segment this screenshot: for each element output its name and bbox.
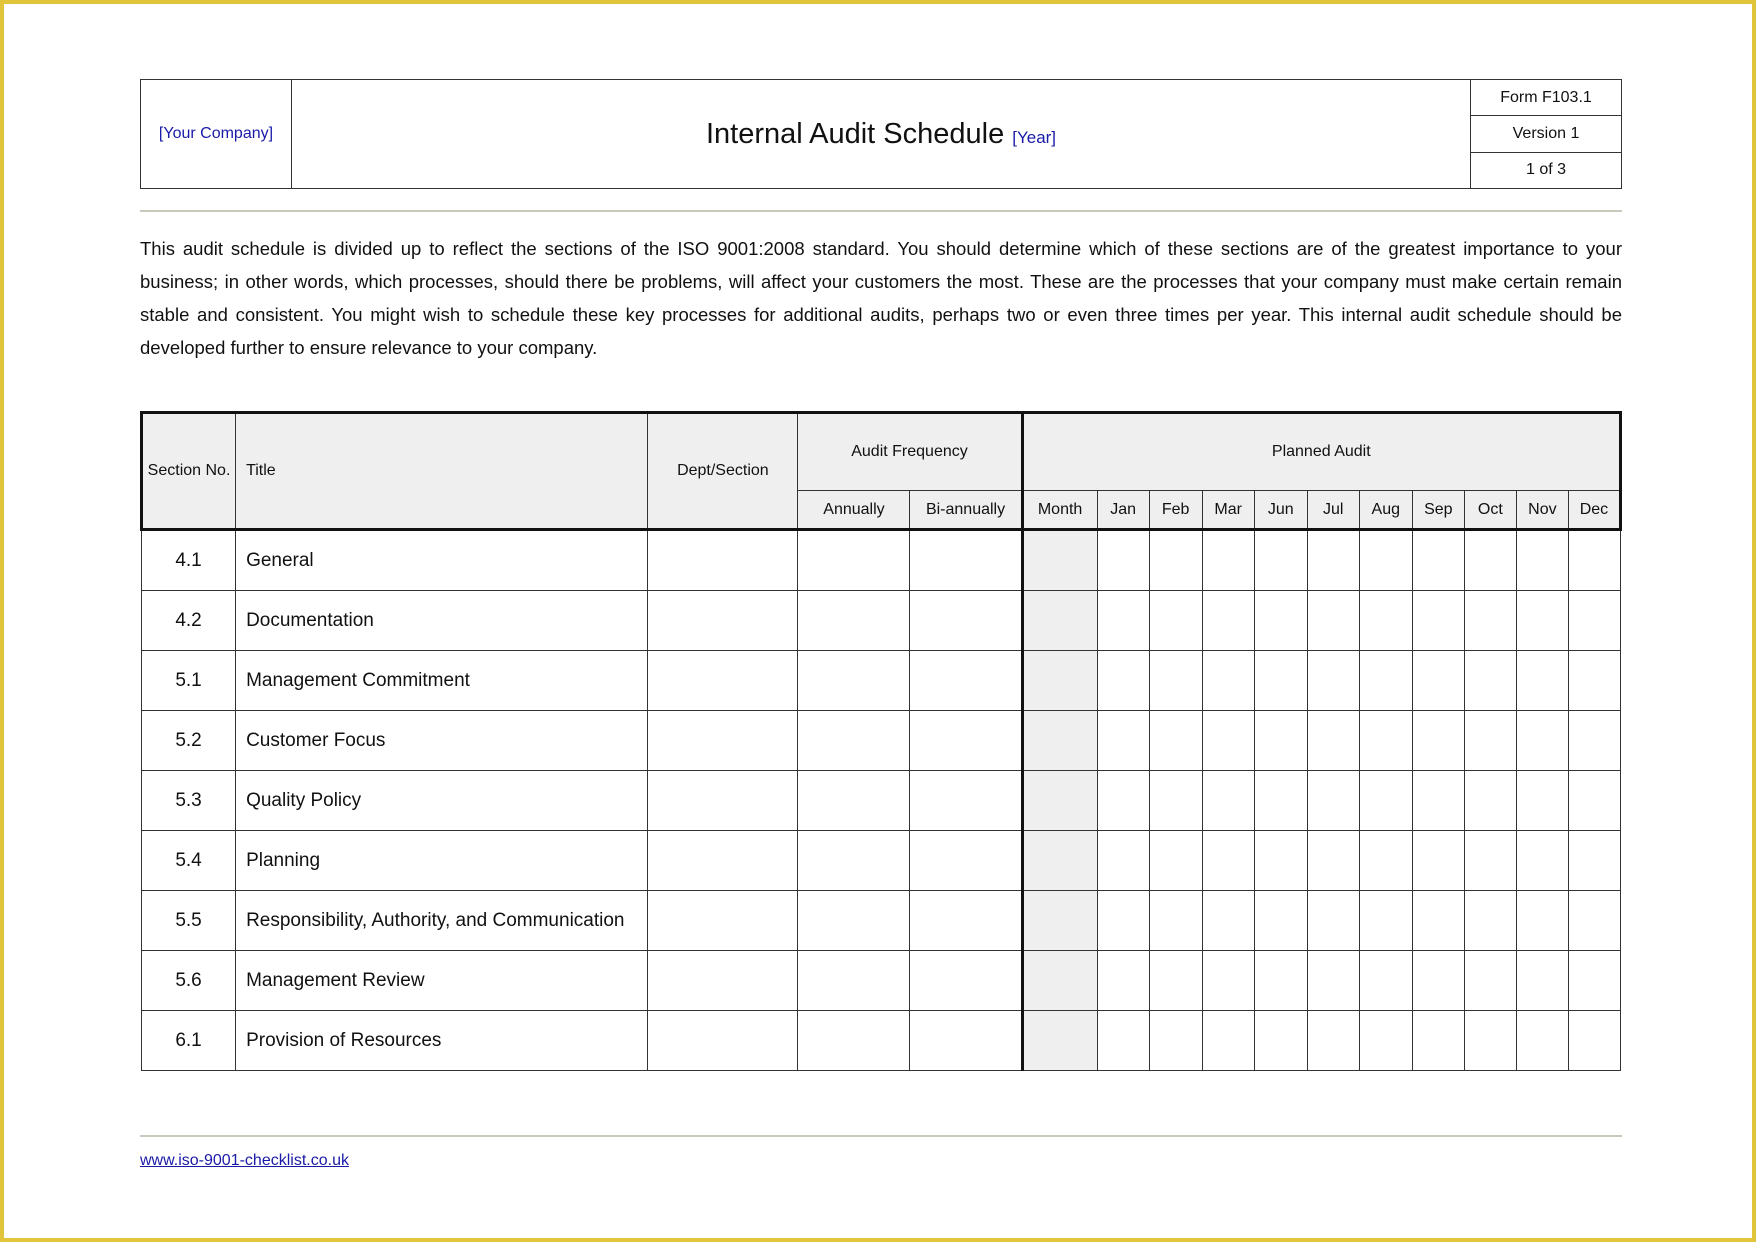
planned-oct-cell[interactable] — [1464, 771, 1516, 831]
header-planned-audit: Planned Audit — [1022, 413, 1620, 491]
month-cell[interactable] — [1022, 1011, 1097, 1071]
annually-cell[interactable] — [798, 951, 910, 1011]
header-month-oct: Oct — [1464, 491, 1516, 530]
planned-mar-cell[interactable] — [1202, 771, 1254, 831]
dept-cell[interactable] — [648, 651, 798, 711]
biannually-cell[interactable] — [910, 831, 1022, 891]
biannually-cell[interactable] — [910, 651, 1022, 711]
header-month-jun: Jun — [1254, 491, 1307, 530]
planned-oct-cell[interactable] — [1464, 591, 1516, 651]
annually-cell[interactable] — [798, 1011, 910, 1071]
planned-sep-cell[interactable] — [1412, 891, 1464, 951]
company-placeholder: [Your Company] — [141, 80, 292, 188]
section-title: Documentation — [236, 591, 648, 651]
biannually-cell[interactable] — [910, 591, 1022, 651]
planned-jan-cell[interactable] — [1097, 831, 1149, 891]
planned-oct-cell[interactable] — [1464, 1011, 1516, 1071]
planned-nov-cell[interactable] — [1516, 530, 1568, 591]
section-title: Management Commitment — [236, 651, 648, 711]
planned-jul-cell[interactable] — [1307, 771, 1359, 831]
section-number: 6.1 — [142, 1011, 236, 1071]
table-row — [142, 891, 1621, 951]
intro-paragraph: This audit schedule is divided up to reflect the sections of the ISO 9001:2008 standard. You should determine which of these sections are of the greatest importance to your business; in other words, which processes, should there be problems, will affect your customers the most. These are the processes that your company must make certain remain stable and consistent. You might wish to schedule these key processes for additional audits, perhaps two or even three times per year. This internal audit schedule should be developed further to ensure relevance to your company. — [140, 238, 1622, 358]
dept-cell[interactable] — [648, 891, 798, 951]
annually-cell[interactable] — [798, 891, 910, 951]
planned-sep-cell[interactable] — [1412, 530, 1464, 591]
month-cell[interactable] — [1022, 771, 1097, 831]
planned-feb-cell[interactable] — [1149, 530, 1202, 591]
header-month-aug: Aug — [1359, 491, 1412, 530]
planned-sep-cell[interactable] — [1412, 651, 1464, 711]
section-number: 5.6 — [142, 951, 236, 1011]
document-title — [292, 80, 1470, 188]
title-text: Internal Audit Schedule — [705, 117, 1005, 150]
planned-feb-cell[interactable] — [1149, 651, 1202, 711]
section-title: Quality Policy — [236, 771, 648, 831]
header-month: Month — [1022, 491, 1097, 530]
section-number: 4.2 — [142, 591, 236, 651]
planned-nov-cell[interactable] — [1516, 831, 1568, 891]
form-meta — [1470, 80, 1621, 188]
section-title: Provision of Resources — [236, 1011, 648, 1071]
planned-dec-cell[interactable] — [1568, 651, 1620, 711]
biannually-cell[interactable] — [910, 530, 1022, 591]
footer-divider — [140, 1135, 1622, 1137]
month-cell[interactable] — [1022, 651, 1097, 711]
biannually-cell[interactable] — [910, 771, 1022, 831]
planned-mar-cell[interactable] — [1202, 530, 1254, 591]
planned-jun-cell[interactable] — [1254, 1011, 1307, 1071]
planned-aug-cell[interactable] — [1359, 951, 1412, 1011]
dept-cell[interactable] — [648, 951, 798, 1011]
planned-jan-cell[interactable] — [1097, 530, 1149, 591]
annually-cell[interactable] — [798, 591, 910, 651]
header-biannually: Bi-annually — [910, 491, 1022, 530]
planned-jan-cell[interactable] — [1097, 771, 1149, 831]
website-link[interactable]: www.iso-9001-checklist.co.uk — [140, 1152, 349, 1169]
dept-cell[interactable] — [648, 530, 798, 591]
annually-cell[interactable] — [798, 530, 910, 591]
planned-jun-cell[interactable] — [1254, 951, 1307, 1011]
annually-cell[interactable] — [798, 711, 910, 771]
planned-jan-cell[interactable] — [1097, 891, 1149, 951]
planned-mar-cell[interactable] — [1202, 651, 1254, 711]
form-header — [140, 79, 1622, 189]
schedule-body — [142, 530, 1621, 1071]
planned-mar-cell[interactable] — [1202, 1011, 1254, 1071]
planned-jul-cell[interactable] — [1307, 831, 1359, 891]
section-number: 5.1 — [142, 651, 236, 711]
header-annually: Annually — [798, 491, 910, 530]
planned-nov-cell[interactable] — [1516, 651, 1568, 711]
table-row — [142, 530, 1621, 591]
planned-oct-cell[interactable] — [1464, 951, 1516, 1011]
planned-nov-cell[interactable] — [1516, 951, 1568, 1011]
section-number: 5.4 — [142, 831, 236, 891]
planned-dec-cell[interactable] — [1568, 1011, 1620, 1071]
year-placeholder: [Year] — [1012, 128, 1057, 147]
section-title: Planning — [236, 831, 648, 891]
header-month-nov: Nov — [1516, 491, 1568, 530]
biannually-cell[interactable] — [910, 951, 1022, 1011]
planned-jun-cell[interactable] — [1254, 651, 1307, 711]
planned-sep-cell[interactable] — [1412, 711, 1464, 771]
planned-jul-cell[interactable] — [1307, 891, 1359, 951]
section-title: Responsibility, Authority, and Communication — [236, 891, 648, 951]
header-audit-frequency: Audit Frequency — [798, 413, 1022, 491]
table-row — [142, 951, 1621, 1011]
table-row — [142, 651, 1621, 711]
planned-nov-cell[interactable] — [1516, 711, 1568, 771]
planned-dec-cell[interactable] — [1568, 530, 1620, 591]
biannually-cell[interactable] — [910, 891, 1022, 951]
dept-cell[interactable] — [648, 711, 798, 771]
planned-feb-cell[interactable] — [1149, 711, 1202, 771]
biannually-cell[interactable] — [910, 711, 1022, 771]
audit-schedule-table — [140, 411, 1622, 1071]
planned-aug-cell[interactable] — [1359, 1011, 1412, 1071]
section-number: 5.2 — [142, 711, 236, 771]
table-row — [142, 1011, 1621, 1071]
planned-sep-cell[interactable] — [1412, 591, 1464, 651]
form-version: Version 1 — [1471, 116, 1621, 152]
planned-jul-cell[interactable] — [1307, 530, 1359, 591]
planned-jul-cell[interactable] — [1307, 711, 1359, 771]
planned-feb-cell[interactable] — [1149, 591, 1202, 651]
planned-jul-cell[interactable] — [1307, 651, 1359, 711]
page-number: 1 of 3 — [1525, 161, 1567, 179]
planned-aug-cell[interactable] — [1359, 651, 1412, 711]
planned-sep-cell[interactable] — [1412, 951, 1464, 1011]
planned-mar-cell[interactable] — [1202, 711, 1254, 771]
planned-aug-cell[interactable] — [1359, 711, 1412, 771]
month-cell[interactable] — [1022, 891, 1097, 951]
planned-oct-cell[interactable] — [1464, 711, 1516, 771]
header-month-sep: Sep — [1412, 491, 1464, 530]
section-title: Management Review — [236, 951, 648, 1011]
planned-jun-cell[interactable] — [1254, 831, 1307, 891]
table-row — [142, 771, 1621, 831]
header-month-dec: Dec — [1568, 491, 1620, 530]
planned-feb-cell[interactable] — [1149, 891, 1202, 951]
dept-cell[interactable] — [648, 1011, 798, 1071]
header-section-no: Section No. — [142, 413, 236, 530]
header-month-mar: Mar — [1202, 491, 1254, 530]
section-title: Customer Focus — [236, 711, 648, 771]
header-month-jan: Jan — [1097, 491, 1149, 530]
planned-dec-cell[interactable] — [1568, 831, 1620, 891]
section-number: 5.3 — [142, 771, 236, 831]
planned-jan-cell[interactable] — [1097, 951, 1149, 1011]
planned-mar-cell[interactable] — [1202, 951, 1254, 1011]
planned-jun-cell[interactable] — [1254, 530, 1307, 591]
planned-jan-cell[interactable] — [1097, 651, 1149, 711]
month-cell[interactable] — [1022, 711, 1097, 771]
planned-feb-cell[interactable] — [1149, 831, 1202, 891]
dept-cell[interactable] — [648, 591, 798, 651]
planned-oct-cell[interactable] — [1464, 651, 1516, 711]
annually-cell[interactable] — [798, 771, 910, 831]
planned-oct-cell[interactable] — [1464, 530, 1516, 591]
planned-aug-cell[interactable] — [1359, 591, 1412, 651]
planned-feb-cell[interactable] — [1149, 951, 1202, 1011]
planned-jun-cell[interactable] — [1254, 711, 1307, 771]
month-cell[interactable] — [1022, 951, 1097, 1011]
planned-dec-cell[interactable] — [1568, 591, 1620, 651]
planned-oct-cell[interactable] — [1464, 831, 1516, 891]
dept-cell[interactable] — [648, 771, 798, 831]
table-row — [142, 711, 1621, 771]
planned-feb-cell[interactable] — [1149, 1011, 1202, 1071]
planned-jan-cell[interactable] — [1097, 711, 1149, 771]
planned-aug-cell[interactable] — [1359, 891, 1412, 951]
planned-dec-cell[interactable] — [1568, 891, 1620, 951]
planned-jun-cell[interactable] — [1254, 891, 1307, 951]
biannually-cell[interactable] — [910, 1011, 1022, 1071]
header-month-feb: Feb — [1149, 491, 1202, 530]
table-row — [142, 831, 1621, 891]
planned-aug-cell[interactable] — [1359, 831, 1412, 891]
annually-cell[interactable] — [798, 651, 910, 711]
planned-mar-cell[interactable] — [1202, 831, 1254, 891]
planned-aug-cell[interactable] — [1359, 771, 1412, 831]
header-month-jul: Jul — [1307, 491, 1359, 530]
dept-cell[interactable] — [648, 831, 798, 891]
planned-dec-cell[interactable] — [1568, 711, 1620, 771]
table-row — [142, 591, 1621, 651]
planned-mar-cell[interactable] — [1202, 591, 1254, 651]
planned-dec-cell[interactable] — [1568, 771, 1620, 831]
month-cell[interactable] — [1022, 530, 1097, 591]
month-cell[interactable] — [1022, 831, 1097, 891]
section-title: General — [236, 530, 648, 591]
planned-jan-cell[interactable] — [1097, 591, 1149, 651]
planned-feb-cell[interactable] — [1149, 771, 1202, 831]
planned-sep-cell[interactable] — [1412, 831, 1464, 891]
planned-nov-cell[interactable] — [1516, 771, 1568, 831]
planned-oct-cell[interactable] — [1464, 891, 1516, 951]
planned-jul-cell[interactable] — [1307, 1011, 1359, 1071]
planned-jul-cell[interactable] — [1307, 591, 1359, 651]
planned-jun-cell[interactable] — [1254, 771, 1307, 831]
annually-cell[interactable] — [798, 831, 910, 891]
section-number: 5.5 — [142, 891, 236, 951]
planned-aug-cell[interactable] — [1359, 530, 1412, 591]
planned-sep-cell[interactable] — [1412, 1011, 1464, 1071]
planned-jan-cell[interactable] — [1097, 1011, 1149, 1071]
header-dept: Dept/Section — [648, 413, 798, 530]
form-number: Form F103.1 — [1471, 80, 1621, 116]
planned-nov-cell[interactable] — [1516, 1011, 1568, 1071]
planned-dec-cell[interactable] — [1568, 951, 1620, 1011]
header-divider — [140, 210, 1622, 212]
planned-mar-cell[interactable] — [1202, 891, 1254, 951]
planned-nov-cell[interactable] — [1516, 891, 1568, 951]
planned-sep-cell[interactable] — [1412, 771, 1464, 831]
planned-nov-cell[interactable] — [1516, 591, 1568, 651]
planned-jun-cell[interactable] — [1254, 591, 1307, 651]
planned-jul-cell[interactable] — [1307, 951, 1359, 1011]
header-title: Title — [236, 413, 648, 530]
month-cell[interactable] — [1022, 591, 1097, 651]
section-number: 4.1 — [142, 530, 236, 591]
